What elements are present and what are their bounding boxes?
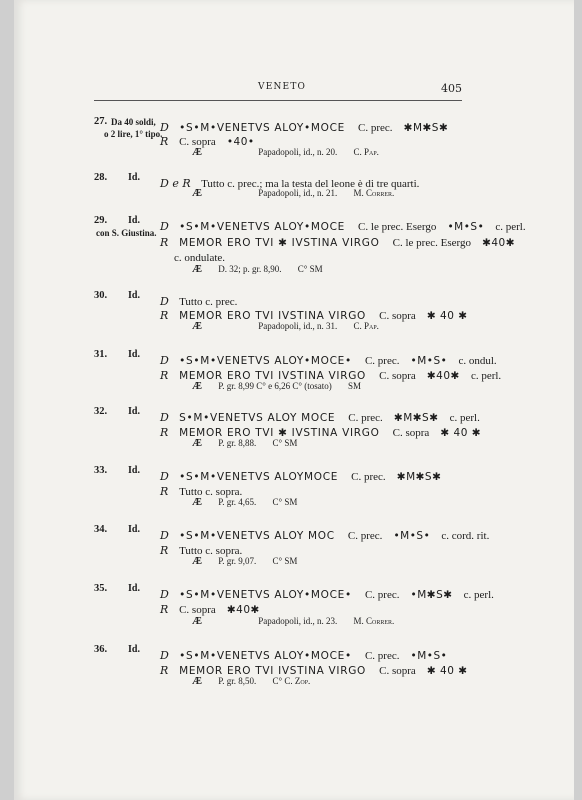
field-mark: ✱40✱ bbox=[482, 237, 516, 249]
obverse-sigla: D bbox=[160, 411, 169, 424]
denomination: Id. bbox=[128, 349, 140, 360]
obverse-legend: •S•M•VENETVS ALOY•MOCE• bbox=[179, 589, 352, 601]
entry-number: 31. bbox=[94, 349, 108, 360]
description: C. sopra bbox=[392, 427, 430, 439]
metadata-line bbox=[192, 556, 311, 567]
border-type: c. perl. bbox=[449, 412, 480, 424]
reverse-sigla: R bbox=[160, 664, 169, 677]
description: Tutto c. sopra. bbox=[179, 486, 243, 498]
metal-symbol: Æ bbox=[192, 188, 202, 199]
border-type: c. perl. bbox=[495, 221, 526, 233]
reference: P. gr. 9,07. bbox=[218, 556, 257, 566]
denomination: Id. bbox=[128, 172, 140, 183]
description: C. prec. bbox=[358, 122, 393, 134]
denomination: Id. bbox=[128, 583, 140, 594]
denomination: Id. bbox=[128, 406, 140, 417]
reverse-sigla: R bbox=[160, 603, 169, 616]
metadata-line bbox=[192, 188, 408, 199]
border-type: c. cord. rit. bbox=[441, 530, 490, 542]
metadata-line bbox=[192, 321, 393, 332]
obverse-legend: S•M•VENETVS ALOY MOCE bbox=[179, 412, 336, 424]
obverse-sigla: D bbox=[160, 588, 169, 601]
reverse-sigla: R bbox=[160, 485, 169, 498]
entry-number: 28. bbox=[94, 172, 108, 183]
collection: C° SM bbox=[272, 438, 298, 448]
field-mark: •M✱S✱ bbox=[410, 589, 453, 601]
metal-symbol: Æ bbox=[192, 497, 202, 508]
metadata-line bbox=[192, 147, 393, 158]
description: C. sopra bbox=[379, 370, 416, 382]
field-mark: ✱ 40 ✱ bbox=[426, 665, 468, 677]
description: C. sopra bbox=[379, 310, 416, 322]
reference: P. gr. 8,88. bbox=[218, 438, 257, 448]
reference: Papadopoli, id., n. 31. bbox=[258, 321, 338, 331]
metal-symbol: Æ bbox=[192, 321, 202, 332]
metal-symbol: Æ bbox=[192, 556, 202, 567]
reverse-sigla: R bbox=[160, 544, 169, 557]
border-type: c. ondul. bbox=[458, 355, 497, 367]
description: C. prec. bbox=[364, 355, 400, 367]
obverse-legend: •S•M•VENETVS ALOY•MOCE• bbox=[179, 355, 352, 367]
reverse-continuation bbox=[174, 246, 231, 265]
collection: C. Pap. bbox=[353, 321, 379, 331]
border-type: c. perl. bbox=[463, 589, 494, 601]
description: C. prec. bbox=[364, 650, 400, 662]
denomination: Id. bbox=[128, 290, 140, 301]
description: C. sopra bbox=[179, 136, 216, 148]
entry-number: 36. bbox=[94, 644, 108, 655]
reverse-line bbox=[160, 598, 266, 617]
denomination-type: o 2 lire, 1° tipo. bbox=[104, 129, 163, 139]
reverse-legend: MEMOR ERO TVI IVSTINA VIRGO bbox=[179, 665, 367, 677]
collection: C° SM bbox=[297, 264, 323, 274]
reference: Papadopoli, id., n. 20. bbox=[258, 147, 338, 157]
metal-symbol: Æ bbox=[192, 438, 202, 449]
entry-number: 32. bbox=[94, 406, 108, 417]
page-number: 405 bbox=[441, 82, 462, 95]
description: C. prec. bbox=[347, 530, 383, 542]
reference: Papadopoli, id., n. 21. bbox=[258, 188, 338, 198]
collection: M. Correr. bbox=[353, 616, 395, 626]
reverse-sigla: R bbox=[160, 236, 169, 249]
denomination-type: con S. Giustina. bbox=[96, 228, 157, 238]
field-mark: ✱ 40 ✱ bbox=[426, 310, 468, 322]
metadata-line bbox=[192, 381, 375, 392]
metadata-line bbox=[192, 616, 408, 627]
border-type: c. perl. bbox=[470, 370, 502, 382]
collection: C° SM bbox=[272, 556, 298, 566]
metal-symbol: Æ bbox=[192, 381, 202, 392]
reverse-sigla: R bbox=[160, 135, 169, 148]
denomination: Da 40 soldi, bbox=[111, 117, 156, 127]
field-mark: ✱M✱S✱ bbox=[396, 471, 442, 483]
denomination: Id. bbox=[128, 524, 140, 535]
obverse-legend: •S•M•VENETVS ALOY MOC bbox=[179, 530, 335, 542]
field-mark: ✱40✱ bbox=[426, 370, 460, 382]
obverse-legend: •S•M•VENETVS ALOYMOCE bbox=[179, 471, 339, 483]
collection: C° SM bbox=[272, 497, 298, 507]
denomination: Id. bbox=[128, 644, 140, 655]
reference: P. gr. 4,65. bbox=[218, 497, 257, 507]
obverse-sigla: D bbox=[160, 470, 169, 483]
metadata-line bbox=[192, 438, 311, 449]
entry-number: 33. bbox=[94, 465, 108, 476]
metal-symbol: Æ bbox=[192, 147, 202, 158]
obverse-legend: •S•M•VENETVS ALOY•MOCE bbox=[179, 122, 345, 134]
field-mark: ✱ 40 ✱ bbox=[440, 427, 482, 439]
reference: Papadopoli, id., n. 23. bbox=[258, 616, 338, 626]
obverse-sigla: D bbox=[160, 220, 169, 233]
obverse-legend: •S•M•VENETVS ALOY•MOCE bbox=[179, 221, 345, 233]
metal-symbol: Æ bbox=[192, 676, 202, 687]
obverse-sigla: D bbox=[160, 529, 169, 542]
field-mark: •M•S• bbox=[410, 650, 448, 662]
field-mark: •40• bbox=[226, 136, 255, 148]
reference: P. gr. 8,50. bbox=[218, 676, 257, 686]
reverse-sigla: R bbox=[160, 369, 169, 382]
collection: SM bbox=[347, 381, 361, 391]
obverse-sigla: D bbox=[160, 354, 169, 367]
entry-number: 30. bbox=[94, 290, 108, 301]
entry-number: 34. bbox=[94, 524, 108, 535]
running-head: VENETO bbox=[258, 82, 307, 92]
field-mark: ✱40✱ bbox=[226, 604, 260, 616]
reverse-sigla: R bbox=[160, 309, 169, 322]
reference: D. 32; p. gr. 8,90. bbox=[218, 264, 282, 274]
description: Tutto c. prec. bbox=[179, 296, 238, 308]
reference: P. gr. 8,99 C° e 6,26 C° (tosato) bbox=[218, 381, 332, 391]
field-mark: •M•S• bbox=[410, 355, 448, 367]
description: C. le prec. Esergo bbox=[358, 221, 437, 233]
field-mark: •M•S• bbox=[393, 530, 431, 542]
entry-number: 29. bbox=[94, 215, 108, 226]
reverse-legend: MEMOR ERO TVI IVSTINA VIRGO bbox=[179, 370, 367, 382]
description: C. prec. bbox=[351, 471, 386, 483]
obverse-sigla: D bbox=[160, 649, 169, 662]
page bbox=[14, 0, 574, 800]
denomination: Id. bbox=[128, 465, 140, 476]
collection: M. Correr. bbox=[353, 188, 395, 198]
description: C. le prec. Esergo bbox=[392, 237, 471, 249]
obverse-sigla: D bbox=[160, 295, 169, 308]
entry-number: 35. bbox=[94, 583, 108, 594]
reverse-legend: MEMOR ERO TVI ✱ IVSTINA VIRGO bbox=[179, 237, 380, 249]
reverse-sigla: R bbox=[160, 426, 169, 439]
reverse-legend: MEMOR ERO TVI IVSTINA VIRGO bbox=[179, 310, 367, 322]
collection: C° C. Zop. bbox=[272, 676, 311, 686]
field-mark: ✱M✱S✱ bbox=[403, 122, 449, 134]
description: C. sopra bbox=[379, 665, 416, 677]
description: C. prec. bbox=[348, 412, 383, 424]
description: Tutto c. prec.; ma la testa del leone è di tre quarti. bbox=[201, 178, 420, 190]
description: C. prec. bbox=[364, 589, 400, 601]
field-mark: ✱M✱S✱ bbox=[393, 412, 439, 424]
denomination: Id. bbox=[128, 215, 140, 226]
obverse-reverse-sigla: D e R bbox=[160, 177, 191, 190]
field-mark: •M•S• bbox=[447, 221, 485, 233]
reverse-legend: MEMOR ERO TVI ✱ IVSTINA VIRGO bbox=[179, 427, 380, 439]
metadata-line bbox=[192, 264, 337, 275]
metal-symbol: Æ bbox=[192, 616, 202, 627]
obverse-sigla: D bbox=[160, 121, 169, 134]
obverse-legend: •S•M•VENETVS ALOY•MOCE• bbox=[179, 650, 352, 662]
entry-number: 27. bbox=[94, 116, 108, 127]
metadata-line bbox=[192, 497, 311, 508]
metadata-line bbox=[192, 676, 324, 687]
header-rule bbox=[94, 100, 462, 101]
description: Tutto c. sopra. bbox=[179, 545, 243, 557]
border-type: c. ondulate. bbox=[174, 252, 226, 264]
collection: C. Pap. bbox=[353, 147, 379, 157]
description: C. sopra bbox=[179, 604, 216, 616]
metal-symbol: Æ bbox=[192, 264, 202, 275]
